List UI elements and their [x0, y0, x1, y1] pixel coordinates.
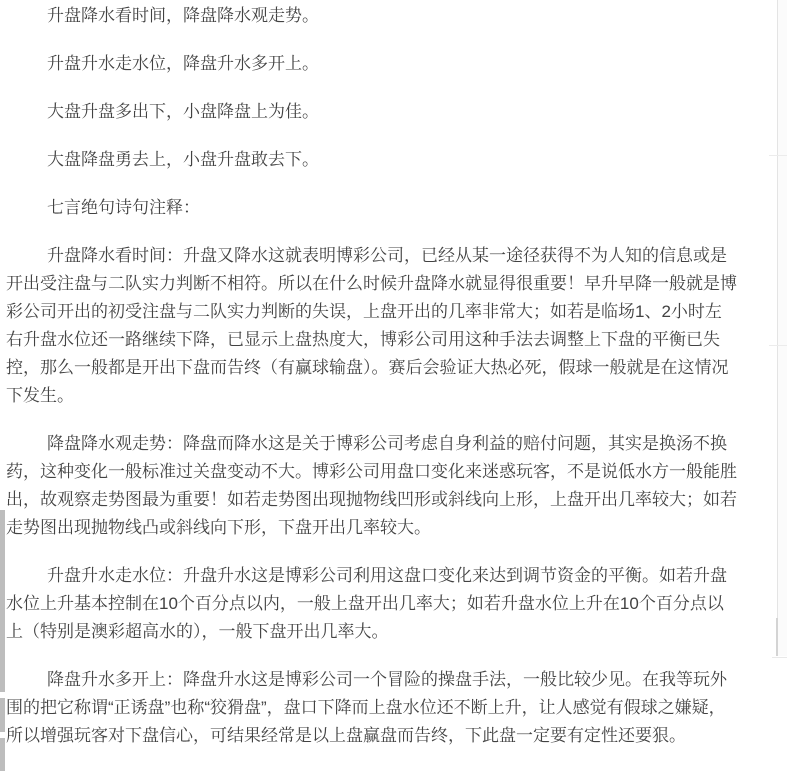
paragraph-jiang-pan-sheng-shui: 降盘升水多开上：降盘升水这是博彩公司一个冒险的操盘手法，一般比较少见。在我等玩外围的把它称谓“正诱盘”也称“狡猾盘”，盘口下降而上盘水位还不断上升，让人感觉有假球之嫌疑，所以增强玩客对下盘信心，可结果经常是以上盘赢盘而告终，下此盘一定要有定性还要狠。 — [6, 670, 727, 745]
poem-line-4: 大盘降盘勇去上，小盘升盘敢去下。 — [47, 150, 319, 169]
left-panel-edge-segment — [0, 510, 5, 692]
right-sidebar-bottom-border — [772, 657, 787, 658]
right-sidebar-divider — [769, 155, 787, 156]
note-heading: 七言绝句诗句注释： — [47, 198, 200, 217]
right-sidebar-edge — [777, 0, 787, 656]
paragraph-sheng-pan-jiang-shui: 升盘降水看时间：升盘又降水这就表明博彩公司，已经从某一途径获得不为人知的信息或是开出受注盘与二队实力判断不相符。所以在什么时候升盘降水就显得很重要！早升早降一般就是博彩公司开出的初受注盘与二队实力判断的失误，上盘开出的几率非常大；如若是临场1、2小时左右升盘水位还一路继续下降，已显示上盘热度大，博彩公司用这种手法去调整上下盘的平衡已失控，那么一般都是开出下盘而告终（有赢球输盘）。赛后会验证大热必死，假球一般就是在这情况下发生。 — [6, 246, 737, 405]
scrollbar-thumb[interactable] — [776, 618, 778, 656]
left-panel-edge-segment — [0, 698, 5, 732]
poem-line-3: 大盘升盘多出下，小盘降盘上为佳。 — [47, 102, 319, 121]
paragraph-sheng-pan-sheng-shui: 升盘升水走水位：升盘升水这是博彩公司利用这盘口变化来达到调节资金的平衡。如若升盘水位上升基本控制在10个百分点以内，一般上盘开出几率大；如若升盘水位上升在10个百分点以上（特别是澳彩超高水的），一般下盘开出几率大。 — [6, 566, 727, 641]
left-panel-edge-segment — [0, 738, 5, 771]
poem-line-2: 升盘升水走水位，降盘升水多开上。 — [47, 54, 319, 73]
right-sidebar-divider — [769, 345, 787, 346]
poem-line-1: 升盘降水看时间，降盘降水观走势。 — [47, 6, 319, 25]
article-body — [6, 2, 738, 770]
paragraph-jiang-pan-jiang-shui: 降盘降水观走势：降盘而降水这是关于博彩公司考虑自身利益的赔付问题，其实是换汤不换药，这种变化一般标准过关盘变动不大。博彩公司用盘口变化来迷惑玩客，不是说低水方一般能胜出，故观察走势图最为重要！如若走势图出现抛物线凹形或斜线向上形，上盘开出几率较大；如若走势图出现抛物线凸或斜线向下形，下盘开出几率较大。 — [6, 434, 737, 537]
